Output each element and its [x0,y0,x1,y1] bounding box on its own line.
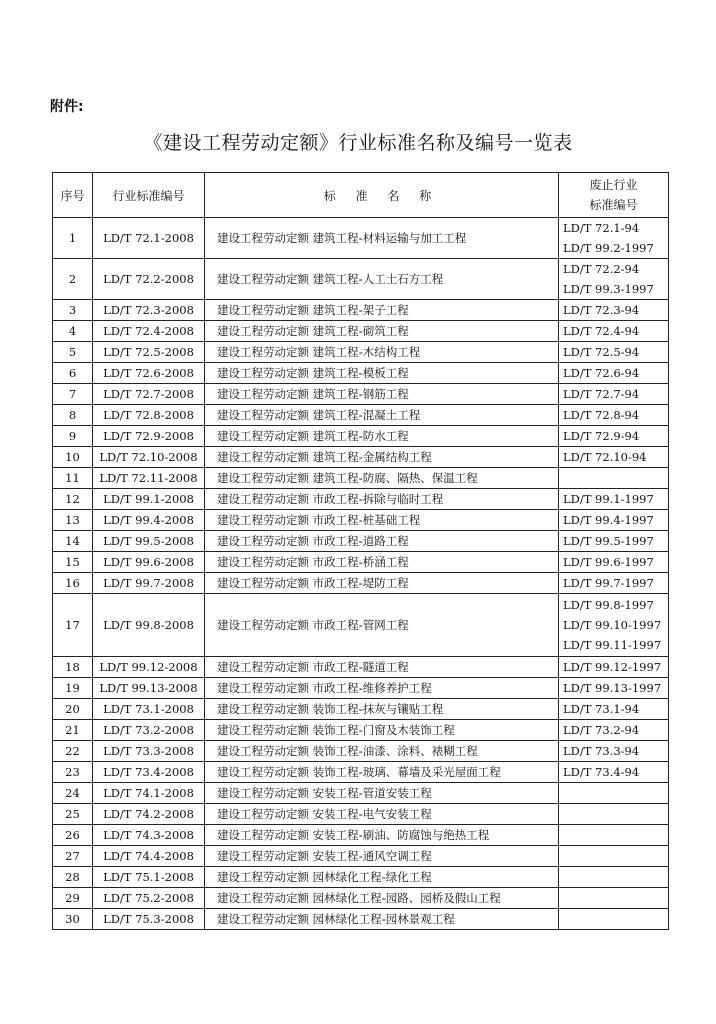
cell-standard-code: LD/T 73.3-2008 [93,741,205,762]
cell-serial-number: 28 [53,867,93,888]
cell-standard-name: 建设工程劳动定额 安装工程-管道安装工程 [205,783,559,804]
cell-standard-name: 建设工程劳动定额 市政工程-桩基础工程 [205,510,559,531]
table-row [53,909,669,930]
cell-serial-number: 19 [53,678,93,699]
obsolete-code-entry: LD/T 99.10-1997 [563,618,662,632]
cell-standard-name: 建设工程劳动定额 市政工程-隧道工程 [205,657,559,678]
cell-standard-code: LD/T 99.7-2008 [93,573,205,594]
cell-serial-number: 29 [53,888,93,909]
cell-obsolete-code [559,218,669,259]
cell-serial-number: 8 [53,405,93,426]
cell-standard-code: LD/T 99.13-2008 [93,678,205,699]
table-row [53,426,669,447]
cell-standard-code: LD/T 99.8-2008 [93,594,205,657]
table-row [53,846,669,867]
cell-obsolete-code [559,741,669,762]
header-obsolete-line2: 标准编号 [589,198,638,212]
cell-obsolete-code [559,783,669,804]
table-row [53,867,669,888]
cell-standard-code: LD/T 74.1-2008 [93,783,205,804]
obsolete-code-entry: LD/T 72.7-94 [563,387,640,401]
obsolete-code-entry: LD/T 72.3-94 [563,303,640,317]
cell-standard-name: 建设工程劳动定额 园林绿化工程-绿化工程 [205,867,559,888]
cell-serial-number: 22 [53,741,93,762]
obsolete-code-entry: LD/T 99.13-1997 [563,681,662,695]
cell-standard-code: LD/T 73.2-2008 [93,720,205,741]
header-standard-code: 行业标准编号 [93,173,205,218]
table-row [53,405,669,426]
table-row [53,804,669,825]
table-body [53,218,669,930]
cell-serial-number: 2 [53,259,93,300]
cell-standard-code: LD/T 72.5-2008 [93,342,205,363]
table-row [53,783,669,804]
cell-serial-number: 10 [53,447,93,468]
obsolete-code-entry: LD/T 99.12-1997 [563,660,662,674]
cell-obsolete-code [559,594,669,657]
cell-serial-number: 11 [53,468,93,489]
cell-standard-name: 建设工程劳动定额 市政工程-管网工程 [205,594,559,657]
cell-standard-name: 建设工程劳动定额 建筑工程-防腐、隔热、保温工程 [205,468,559,489]
cell-obsolete-code [559,804,669,825]
obsolete-code-entry: LD/T 73.4-94 [563,765,640,779]
cell-standard-code: LD/T 72.8-2008 [93,405,205,426]
cell-standard-name: 建设工程劳动定额 市政工程-道路工程 [205,531,559,552]
cell-serial-number: 27 [53,846,93,867]
cell-obsolete-code [559,825,669,846]
obsolete-code-entry: LD/T 72.8-94 [563,408,640,422]
cell-obsolete-code [559,888,669,909]
table-row [53,300,669,321]
cell-standard-code: LD/T 74.2-2008 [93,804,205,825]
cell-obsolete-code [559,321,669,342]
cell-obsolete-code [559,909,669,930]
cell-standard-name: 建设工程劳动定额 建筑工程-砌筑工程 [205,321,559,342]
header-standard-name: 标 准 名 称 [205,173,559,218]
cell-serial-number: 15 [53,552,93,573]
table-row [53,342,669,363]
cell-serial-number: 24 [53,783,93,804]
cell-serial-number: 17 [53,594,93,657]
cell-serial-number: 21 [53,720,93,741]
obsolete-code-entry: LD/T 73.3-94 [563,744,640,758]
table-row [53,825,669,846]
cell-standard-name: 建设工程劳动定额 建筑工程-架子工程 [205,300,559,321]
cell-serial-number: 3 [53,300,93,321]
cell-serial-number: 5 [53,342,93,363]
cell-serial-number: 4 [53,321,93,342]
table-row [53,468,669,489]
cell-obsolete-code [559,699,669,720]
cell-obsolete-code [559,259,669,300]
cell-serial-number: 23 [53,762,93,783]
cell-standard-code: LD/T 99.12-2008 [93,657,205,678]
obsolete-code-entry: LD/T 99.1-1997 [563,492,654,506]
obsolete-code-entry: LD/T 72.4-94 [563,324,640,338]
obsolete-code-entry: LD/T 72.5-94 [563,345,640,359]
cell-serial-number: 6 [53,363,93,384]
cell-obsolete-code [559,720,669,741]
cell-obsolete-code [559,489,669,510]
table-row [53,657,669,678]
cell-standard-name: 建设工程劳动定额 建筑工程-混凝土工程 [205,405,559,426]
cell-obsolete-code [559,531,669,552]
table-row [53,384,669,405]
cell-serial-number: 18 [53,657,93,678]
cell-obsolete-code [559,510,669,531]
cell-standard-name: 建设工程劳动定额 装饰工程-玻璃、幕墙及采光屋面工程 [205,762,559,783]
cell-standard-name: 建设工程劳动定额 建筑工程-模板工程 [205,363,559,384]
cell-standard-name: 建设工程劳动定额 装饰工程-门窗及木装饰工程 [205,720,559,741]
obsolete-code-entry: LD/T 99.7-1997 [563,576,654,590]
cell-standard-code: LD/T 72.11-2008 [93,468,205,489]
cell-serial-number: 14 [53,531,93,552]
cell-obsolete-code [559,384,669,405]
cell-standard-code: LD/T 72.10-2008 [93,447,205,468]
cell-serial-number: 7 [53,384,93,405]
cell-obsolete-code [559,405,669,426]
cell-standard-code: LD/T 74.4-2008 [93,846,205,867]
cell-serial-number: 9 [53,426,93,447]
obsolete-code-entry: LD/T 72.10-94 [563,450,647,464]
cell-standard-code: LD/T 74.3-2008 [93,825,205,846]
cell-serial-number: 26 [53,825,93,846]
cell-standard-code: LD/T 99.1-2008 [93,489,205,510]
cell-standard-code: LD/T 72.6-2008 [93,363,205,384]
obsolete-code-entry: LD/T 99.8-1997 [563,598,654,612]
cell-standard-code: LD/T 99.6-2008 [93,552,205,573]
obsolete-code-entry: LD/T 99.11-1997 [563,638,662,652]
cell-serial-number: 1 [53,218,93,259]
cell-obsolete-code [559,762,669,783]
cell-obsolete-code [559,678,669,699]
cell-standard-name: 建设工程劳动定额 市政工程-维修养护工程 [205,678,559,699]
cell-serial-number: 16 [53,573,93,594]
cell-obsolete-code [559,846,669,867]
cell-obsolete-code [559,552,669,573]
cell-standard-code: LD/T 99.4-2008 [93,510,205,531]
cell-standard-code: LD/T 99.5-2008 [93,531,205,552]
obsolete-code-entry: LD/T 72.2-94 [563,262,640,276]
obsolete-code-entry: LD/T 72.9-94 [563,429,640,443]
table-row [53,573,669,594]
table-row [53,699,669,720]
cell-standard-code: LD/T 72.9-2008 [93,426,205,447]
obsolete-code-entry: LD/T 99.2-1997 [563,241,654,255]
cell-obsolete-code [559,468,669,489]
cell-standard-name: 建设工程劳动定额 园林绿化工程-园路、园桥及假山工程 [205,888,559,909]
obsolete-code-entry: LD/T 99.6-1997 [563,555,654,569]
table-row [53,720,669,741]
cell-standard-name: 建设工程劳动定额 安装工程-电气安装工程 [205,804,559,825]
cell-standard-name: 建设工程劳动定额 建筑工程-钢筋工程 [205,384,559,405]
cell-standard-code: LD/T 72.2-2008 [93,259,205,300]
table-row [53,363,669,384]
header-obsolete-code [559,173,669,218]
cell-standard-name: 建设工程劳动定额 市政工程-拆除与临时工程 [205,489,559,510]
attachment-label: 附件: [50,99,84,115]
table-row [53,447,669,468]
cell-standard-code: LD/T 75.1-2008 [93,867,205,888]
table-row [53,762,669,783]
cell-standard-code: LD/T 72.7-2008 [93,384,205,405]
cell-standard-name: 建设工程劳动定额 安装工程-刷油、防腐蚀与绝热工程 [205,825,559,846]
cell-standard-name: 建设工程劳动定额 园林绿化工程-园林景观工程 [205,909,559,930]
cell-obsolete-code [559,573,669,594]
obsolete-code-entry: LD/T 73.2-94 [563,723,640,737]
cell-standard-name: 建设工程劳动定额 建筑工程-木结构工程 [205,342,559,363]
cell-obsolete-code [559,447,669,468]
table-header-row [53,173,669,218]
cell-serial-number: 30 [53,909,93,930]
table-row [53,321,669,342]
cell-standard-code: LD/T 75.3-2008 [93,909,205,930]
table-row [53,218,669,259]
cell-standard-name: 建设工程劳动定额 建筑工程-防水工程 [205,426,559,447]
obsolete-code-entry: LD/T 73.1-94 [563,702,640,716]
document-title: 《建设工程劳动定额》行业标准名称及编号一览表 [143,132,573,154]
table-row [53,741,669,762]
obsolete-code-entry: LD/T 99.4-1997 [563,513,654,527]
cell-standard-name: 建设工程劳动定额 装饰工程-抹灰与镶贴工程 [205,699,559,720]
standards-table [52,172,669,930]
obsolete-code-entry: LD/T 72.6-94 [563,366,640,380]
table-row [53,888,669,909]
obsolete-code-entry: LD/T 99.5-1997 [563,534,654,548]
cell-standard-code: LD/T 72.3-2008 [93,300,205,321]
obsolete-code-entry: LD/T 72.1-94 [563,221,640,235]
obsolete-code-entry: LD/T 99.3-1997 [563,282,654,296]
table-row [53,531,669,552]
table-row [53,678,669,699]
cell-obsolete-code [559,300,669,321]
cell-obsolete-code [559,657,669,678]
cell-standard-name: 建设工程劳动定额 建筑工程-人工土石方工程 [205,259,559,300]
table-row [53,594,669,657]
cell-serial-number: 20 [53,699,93,720]
cell-serial-number: 13 [53,510,93,531]
cell-obsolete-code [559,363,669,384]
cell-standard-code: LD/T 75.2-2008 [93,888,205,909]
cell-standard-code: LD/T 72.4-2008 [93,321,205,342]
cell-standard-name: 建设工程劳动定额 市政工程-桥涵工程 [205,552,559,573]
cell-obsolete-code [559,342,669,363]
cell-standard-name: 建设工程劳动定额 安装工程-通风空调工程 [205,846,559,867]
table-row [53,552,669,573]
cell-obsolete-code [559,426,669,447]
cell-serial-number: 25 [53,804,93,825]
cell-standard-code: LD/T 73.1-2008 [93,699,205,720]
cell-standard-name: 建设工程劳动定额 市政工程-堤防工程 [205,573,559,594]
cell-serial-number: 12 [53,489,93,510]
cell-obsolete-code [559,867,669,888]
header-obsolete-line1: 废止行业 [589,178,638,192]
cell-standard-name: 建设工程劳动定额 建筑工程-材料运输与加工工程 [205,218,559,259]
table-row [53,489,669,510]
header-serial-number: 序号 [53,173,93,218]
cell-standard-name: 建设工程劳动定额 建筑工程-金属结构工程 [205,447,559,468]
table-row [53,510,669,531]
cell-standard-code: LD/T 72.1-2008 [93,218,205,259]
cell-standard-code: LD/T 73.4-2008 [93,762,205,783]
cell-standard-name: 建设工程劳动定额 装饰工程-油漆、涂料、裱糊工程 [205,741,559,762]
table-row [53,259,669,300]
